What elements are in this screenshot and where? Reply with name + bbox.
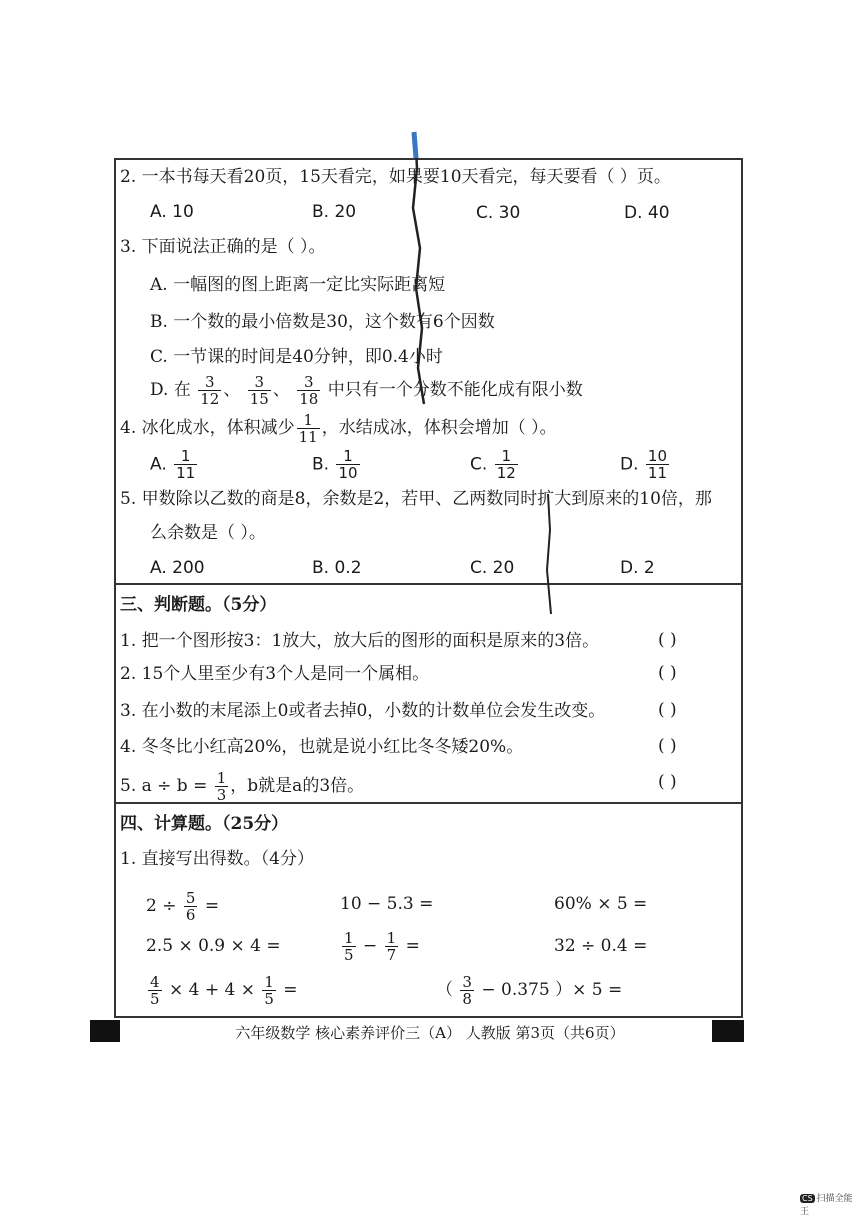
scanner-logo-icon: CS xyxy=(802,1194,813,1203)
fraction: $\frac{1}{11}$ xyxy=(298,411,318,446)
q3-option-c[interactable]: C. 一节课的时间是40分钟，即0.4小时 xyxy=(150,347,443,367)
q3-option-d-suffix: 中只有一个分数不能化成有限小数 xyxy=(327,380,583,400)
scanner-watermark: CS 扫描全能王 xyxy=(800,1194,853,1217)
answer-blank-5[interactable]: ( ) xyxy=(658,772,677,792)
calc-expr-1[interactable]: 2 ÷ $\frac{5}{6}$ = xyxy=(146,889,220,924)
question-5-stem-line1: 5. 甲数除以乙数的商是8，余数是2，若甲、乙两数同时扩大到原来的10倍，那 xyxy=(120,489,712,509)
fraction: $\frac{10}{11}$ xyxy=(647,447,667,482)
q2-option-b[interactable]: B. 20 xyxy=(312,202,357,222)
fraction: $\frac{3}{8}$ xyxy=(462,973,472,1008)
fraction: $\frac{3}{12}$ xyxy=(200,373,220,408)
question-2-stem: 2. 一本书每天看20页，15天看完，如果要10天看完，每天要看（ ）页。 xyxy=(120,167,671,187)
q3-option-d[interactable]: D. 在 $\frac{3}{12}$ 、 $\frac{3}{15}$ 、 $\frac{3}{18}$ 中只有一个分数不能化成有限小数 xyxy=(150,373,583,408)
fraction: $\frac{4}{5}$ xyxy=(150,973,160,1008)
calc-expr-5[interactable]: $\frac{1}{5}$ − $\frac{1}{7}$ = xyxy=(344,929,420,964)
section-4-title: 四、计算题。（25分） xyxy=(120,814,289,834)
fraction: $\frac{3}{18}$ xyxy=(299,373,319,408)
fraction: $\frac{1}{3}$ xyxy=(216,769,227,804)
judge-item-2: 2. 15个人里至少有3个人是同一个属相。 xyxy=(120,664,430,684)
q5-option-b[interactable]: B. 0.2 xyxy=(312,558,362,578)
q4-option-a[interactable]: A. $\frac{1}{11}$ xyxy=(150,447,196,482)
calc-expr-8[interactable]: （ $\frac{3}{8}$ − 0.375 ）× 5 = xyxy=(436,973,623,1008)
q5-option-a[interactable]: A. 200 xyxy=(150,558,205,578)
answer-blank-4[interactable]: ( ) xyxy=(658,736,677,756)
q5-option-c[interactable]: C. 20 xyxy=(470,558,515,578)
judge-item-5: 5. a ÷ b = $\frac{1}{3}$ ，b就是a的3倍。 xyxy=(120,769,365,804)
q4-option-c[interactable]: C. $\frac{1}{12}$ xyxy=(470,447,516,482)
question-3-stem: 3. 下面说法正确的是（ ）。 xyxy=(120,237,326,257)
fraction: $\frac{1}{10}$ xyxy=(338,447,358,482)
calc-expr-3[interactable]: 60% × 5 = xyxy=(554,894,648,914)
judge-item-4: 4. 冬冬比小红高20%，也就是说小红比冬冬矮20%。 xyxy=(120,737,524,757)
calc-expr-4[interactable]: 2.5 × 0.9 × 4 = xyxy=(146,936,281,956)
judge-item-3: 3. 在小数的末尾添上0或者去掉0，小数的计数单位会发生改变。 xyxy=(120,701,606,721)
answer-blank-1[interactable]: ( ) xyxy=(658,630,677,650)
q2-option-c[interactable]: C. 30 xyxy=(476,203,521,223)
q2-option-d[interactable]: D. 40 xyxy=(624,203,670,223)
page-footer: 六年级数学 核心素养评价三（A） 人教版 第3页（共6页） xyxy=(235,1024,625,1042)
fraction: $\frac{1}{11}$ xyxy=(176,447,196,482)
q3-option-a[interactable]: A. 一幅图的图上距离一定比实际距离短 xyxy=(150,275,446,295)
fraction: $\frac{3}{15}$ xyxy=(249,373,269,408)
calc-expr-6[interactable]: 32 ÷ 0.4 = xyxy=(554,936,648,956)
calc-expr-2[interactable]: 10 − 5.3 = xyxy=(340,894,434,914)
section-3-title: 三、判断题。（5分） xyxy=(120,595,277,615)
fraction: $\frac{5}{6}$ xyxy=(185,889,196,924)
q5-option-d[interactable]: D. 2 xyxy=(620,558,655,578)
judge-item-1: 1. 把一个图形按3：1放大，放大后的图形的面积是原来的3倍。 xyxy=(120,631,600,651)
section-divider xyxy=(114,583,743,585)
q4-option-b[interactable]: B. $\frac{1}{10}$ xyxy=(312,447,358,482)
answer-blank-3[interactable]: ( ) xyxy=(658,700,677,720)
fraction: $\frac{1}{5}$ xyxy=(344,929,354,964)
q3-option-d-prefix: D. 在 xyxy=(150,380,191,400)
fraction: $\frac{1}{12}$ xyxy=(496,447,516,482)
question-5-stem-line2: 么余数是（ ）。 xyxy=(150,523,266,543)
fraction: $\frac{1}{7}$ xyxy=(386,929,397,964)
q3-option-b[interactable]: B. 一个数的最小倍数是30，这个数有6个因数 xyxy=(150,312,495,332)
calc-expr-7[interactable]: $\frac{4}{5}$ × 4 + 4 × $\frac{1}{5}$ = xyxy=(150,973,298,1008)
question-4-stem: 4. 冰化成水，体积减少 $\frac{1}{11}$ ，水结成冰，体积会增加（ ）。 xyxy=(120,411,557,446)
q4-option-d[interactable]: D. $\frac{10}{11}$ xyxy=(620,447,667,482)
q2-option-a[interactable]: A. 10 xyxy=(150,202,194,222)
answer-blank-2[interactable]: ( ) xyxy=(658,663,677,683)
fraction: $\frac{1}{5}$ xyxy=(264,973,274,1008)
subquestion-1: 1. 直接写出得数。（4分） xyxy=(120,849,314,869)
